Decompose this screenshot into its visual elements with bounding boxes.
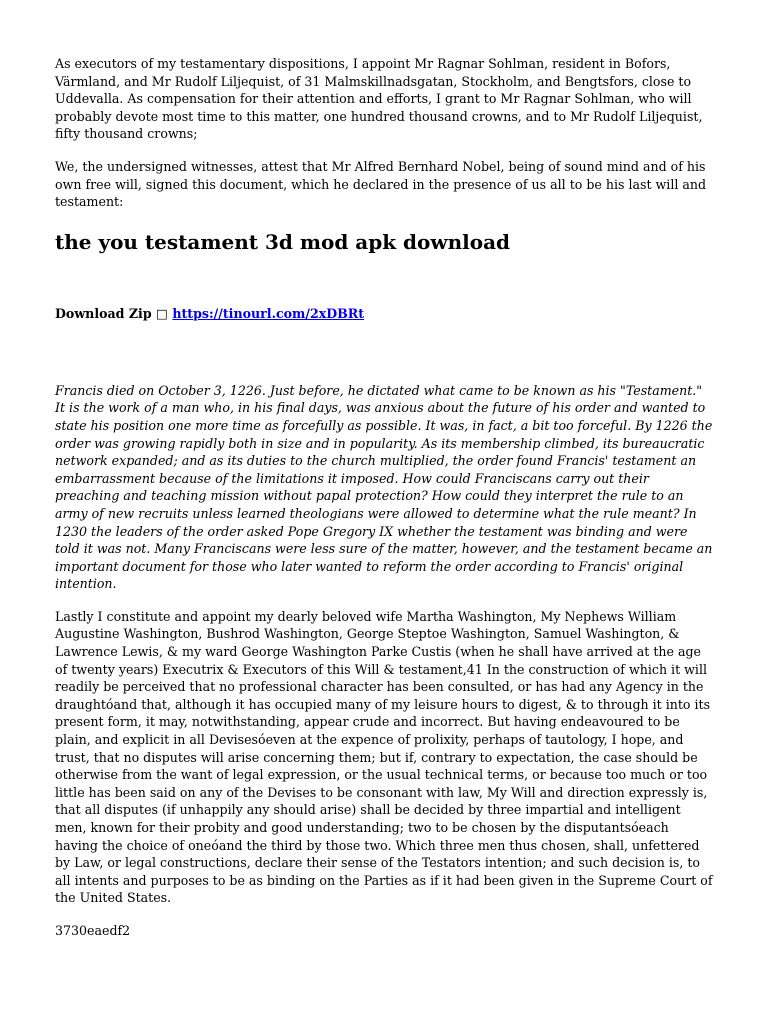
box-glyph-icon: □ — [156, 305, 168, 321]
download-line — [55, 305, 715, 322]
download-label: Download Zip — [55, 305, 152, 321]
document-body — [55, 55, 715, 940]
paragraph-witnesses: We, the undersigned witnesses, attest that Mr Alfred Bernhard Nobel, being of sound mind and of his own free will, signed this document, which he declared in the presence of us all to be his last will and testament: — [55, 158, 707, 210]
paragraph-francis: Francis died on October 3, 1226. Just before, he dictated what came to be known as his "Testament." It is the work of a man who, in his final days, was anxious about the future of his order and wanted to state his position one more time as forcefully as possible. It was, in fact, a bit too forceful. By 1226 the order was growing rapidly both in size and in popularity. As its membership climbed, its bureaucratic network expanded; and as its duties to the church multiplied, the order found Francis' testament an embarrassment because of the limitations it imposed. How could Franciscans carry out their preaching and teaching mission without papal protection? How could they interpret the rule to an army of new recruits unless learned theologians were allowed to determine what the rule meant? In 1230 the leaders of the order asked Pope Gregory IX whether the testament was binding and were told it was not. Many Franciscans were less sure of the matter, however, and the testament became an important document for those who later wanted to reform the order according to Francis' original intention. — [55, 382, 713, 592]
paragraph-executors: As executors of my testamentary dispositions, I appoint Mr Ragnar Sohlman, resident in Bofors, Värmland, and Mr Rudolf Liljequist, of 31 Malmskillnadsgatan, Stockholm, and Bengtsfors, close to Uddevalla. As compensation for their attention and efforts, I grant to Mr Ragnar Sohlman, who will probably devote most time to this matter, one hundred thousand crowns, and to Mr Rudolf Liljequist, fifty thousand crowns; — [55, 56, 703, 142]
footer-code: 3730eaedf2 — [55, 922, 131, 938]
paragraph-washington: Lastly I constitute and appoint my dearly beloved wife Martha Washington, My Nephews William Augustine Washington, Bushrod Washington, George Steptoe Washington, Samuel Washington, & Lawrence Lewis, & my ward George Washington Parke Custis (when he shall have arrived at the age of twenty years) Executrix & Executors of this Will & testament,41 In the construction of which it will readily be perceived that no professional character has been consulted, or has had any Agency in the draughtóand that, although it has occupied many of my leisure hours to digest, & to through it into its present form, it may, notwithstanding, appear crude and incorrect. But having endeavoured to be plain, and explicit in all Devisesóeven at the expence of prolixity, perhaps of tautology, I hope, and trust, that no disputes will arise concerning them; but if, contrary to expectation, the case should be otherwise from the want of legal expression, or the usual technical terms, or because too much or too little has been said on any of the Devises to be consonant with law, My Will and direction expressly is, that all disputes (if unhappily any should arise) shall be decided by three impartial and intelligent men, known for their probity and good understanding; two to be chosen by the disputantsóeach having the choice of oneóand the third by those two. Which three men thus chosen, shall, unfettered by Law, or legal constructions, declare their sense of the Testators intention; and such decision is, to all intents and purposes to be as binding on the Parties as if it had been given in the Supreme Court of the United States. — [55, 608, 713, 906]
page-heading: the you testament 3d mod apk download — [55, 229, 511, 254]
download-link[interactable]: https://tinourl.com/2xDBRt — [172, 305, 365, 321]
